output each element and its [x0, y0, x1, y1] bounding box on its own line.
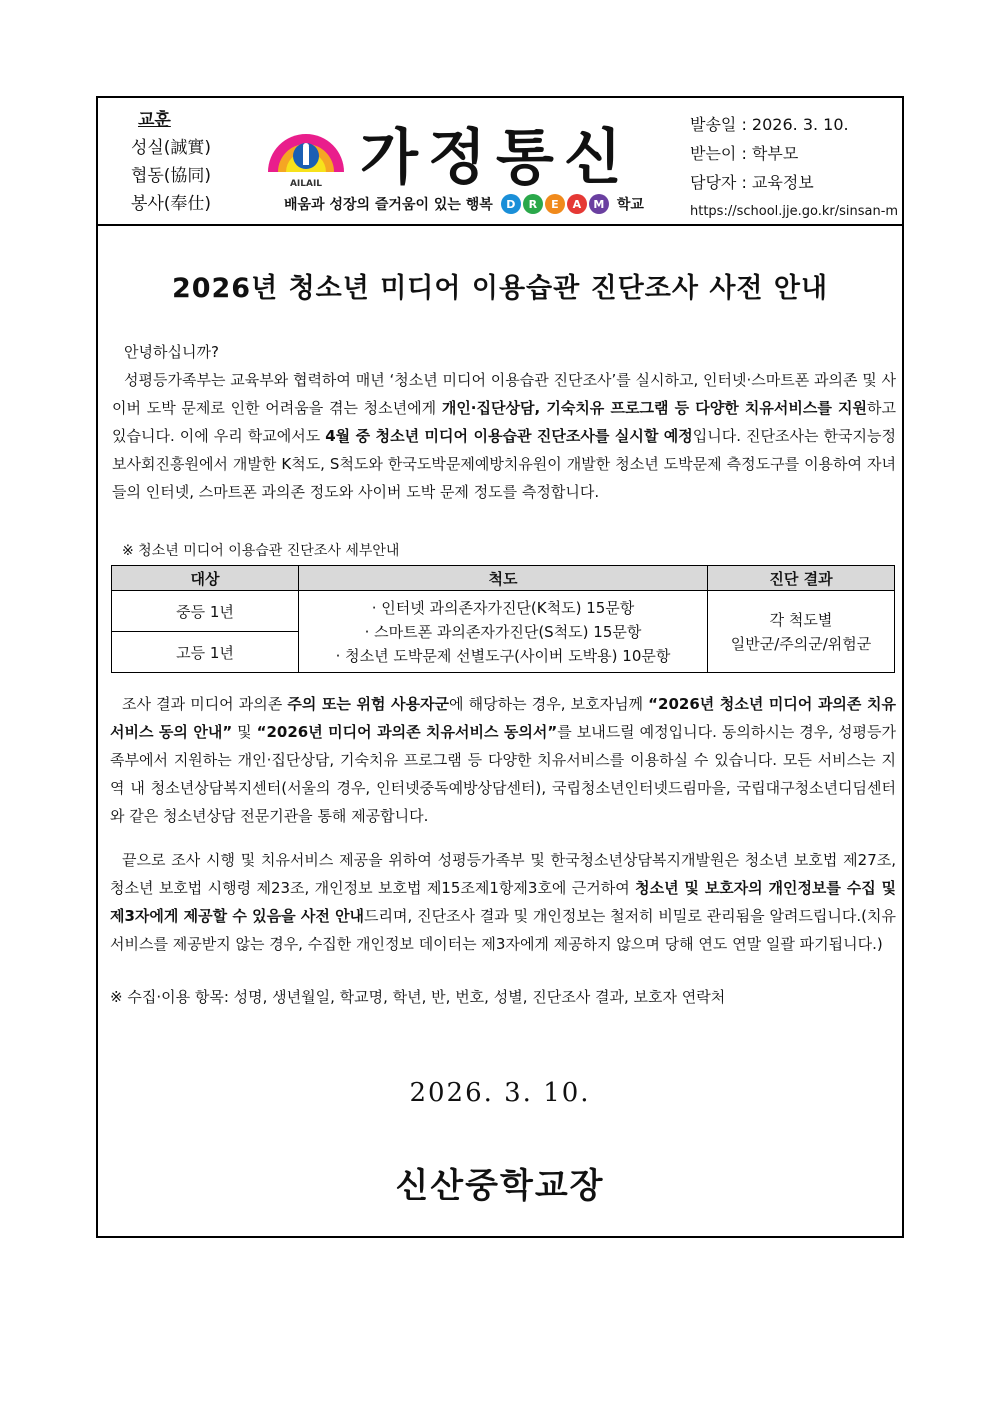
school-logo-icon: [266, 116, 346, 196]
greeting: 안녕하십니까?: [124, 343, 219, 361]
result-cell: [708, 591, 895, 673]
scale-item: · 스마트폰 과의존자가진단(S척도) 15문항: [364, 622, 642, 641]
motto-item: 성실(誠實): [130, 138, 212, 158]
text-run: 하고 있습니다. 이에 우리 학교에서도: [112, 399, 896, 445]
scale-list: [299, 591, 708, 673]
issue-date: 2026. 3. 10.: [409, 1078, 591, 1108]
text-run: 드리며, 진단조사 결과 및 개인정보는 철저히 비밀로 관리됨을 알려드립니다.(치유서비스를 제공받지 않는 경우, 수집한 개인정보 데이터는 제3자에게 제공하지 않으며 당해 연도 연말 일괄 파기됩니다.): [110, 907, 896, 953]
bold-phrase: 개인·집단상담, 기숙치유 프로그램 등 다양한 치유서비스를 지원: [441, 399, 867, 417]
rich-text: [110, 846, 896, 958]
bold-phrase: “2026년 청소년 미디어 과의존 치유서비스 동의 안내”: [110, 695, 896, 741]
text-run: 성평등가족부는 교육부와 협력하여 매년 ‘청소년 미디어 이용습관 진단조사’를 실시하고, 인터넷·스마트폰 과의존 및 사이버 도박 문제로 인한 어려움을 겪는 청소년에게: [112, 371, 896, 417]
motto-item: 협동(協同): [130, 166, 212, 186]
recipient: 받는이 : 학부모: [690, 144, 799, 163]
scale-item: · 청소년 도박문제 선별도구(사이버 도박용) 10문항: [335, 646, 671, 665]
send-date: 발송일 : 2026. 3. 10.: [690, 115, 849, 134]
send-info: [690, 110, 898, 226]
text-run: 를 보내드릴 예정입니다. 동의하시는 경우, 성평등가족부에서 지원하는 개인·집단상담, 기숙치유 프로그램 등 다양한 치유서비스를 이용하실 수 있습니다. 모든 서비스는 지역 내 청소년상담복지센터(서울의 경우, 인터넷중독예방상담센터), 국립청소년인터넷드림마을, 국립대구청소년디딤센터와 같은 청소년상담 전문기관을 통해 제공합니다.: [110, 723, 896, 825]
intro-paragraph: [112, 338, 896, 506]
collection-note: ※ 수집·이용 항목: 성명, 생년월일, 학교명, 학년, 반, 번호, 성별, 진단조사 결과, 보호자 연락처: [110, 988, 726, 1006]
bold-phrase: “2026년 미디어 과의존 치유서비스 동의서”: [256, 723, 558, 741]
text-run: 끝으로 조사 시행 및 치유서비스 제공을 위하여 성평등가족부 및 한국청소년상담복지개발원은 청소년 보호법 제27조, 청소년 보호법 시행령 제23조, 개인정보 보호법 제15조제1항제3호에 근거하여: [110, 851, 896, 897]
header-scale: 척도: [299, 566, 708, 591]
header-result: 진단 결과: [708, 566, 895, 591]
scale-item: · 인터넷 과의존자가진단(K척도) 15문항: [371, 598, 635, 617]
result-line: 일반군/주의군/위험군: [730, 634, 872, 653]
dream-letter-badge: M: [589, 194, 609, 214]
result-line: 각 척도별: [769, 610, 833, 629]
dream-letter-badge: R: [523, 194, 543, 214]
dream-letter-badge: A: [567, 194, 587, 214]
dream-badges: [501, 194, 609, 214]
target-middle: 중등 1년: [112, 591, 299, 632]
header-target: 대상: [112, 566, 299, 591]
bold-phrase: 청소년 및 보호자의 개인정보를 수집 및 제3자에게 제공할 수 있음을 사전 안내: [110, 879, 897, 925]
manager: 담당자 : 교육정보: [690, 173, 814, 192]
text-run: 및: [232, 723, 257, 741]
target-high: 고등 1년: [112, 632, 299, 673]
signer: 신산중학교장: [395, 1166, 605, 1206]
page-title: 2026년 청소년 미디어 이용습관 진단조사 사전 안내: [171, 273, 829, 304]
rich-text: [110, 690, 896, 830]
text-run: 에 해당하는 경우, 보호자님께: [449, 695, 649, 713]
rich-text: [112, 366, 896, 506]
dream-letter-badge: D: [501, 194, 521, 214]
bold-phrase: 4월 중 청소년 미디어 이용습관 진단조사를 실시할 예정: [325, 427, 693, 445]
letterhead: [98, 98, 902, 226]
slogan-suffix: 학교: [616, 197, 644, 213]
survey-table: [111, 565, 895, 673]
school-slogan: [284, 194, 644, 214]
school-url[interactable]: https://school.jje.go.kr/sinsan-m: [690, 204, 899, 219]
dream-letter-badge: E: [545, 194, 565, 214]
school-motto: [116, 106, 226, 218]
document-frame: [96, 96, 904, 1238]
slogan-text: 배움과 성장의 즐거움이 있는 행복: [284, 197, 493, 213]
text-run: 조사 결과 미디어 과의존: [122, 695, 288, 713]
motto-item: 봉사(奉仕): [130, 194, 212, 214]
logo-text: AILAIL: [289, 179, 323, 189]
bold-phrase: 주의 또는 위험 사용자군: [287, 695, 450, 713]
table-caption: ※ 청소년 미디어 이용습관 진단조사 세부안내: [122, 543, 400, 559]
motto-title: 교훈: [138, 110, 171, 130]
text-run: 입니다. 진단조사는 한국지능정보사회진흥원에서 개발한 K척도, S척도와 한국도박문제예방치유원이 개발한 청소년 도박문제 측정도구를 이용하여 자녀들의 인터넷, 스마트폰 과의존 정도와 사이버 도박 문제 정도를 측정합니다.: [112, 427, 896, 501]
newsletter-title: 가정통신: [360, 123, 632, 193]
